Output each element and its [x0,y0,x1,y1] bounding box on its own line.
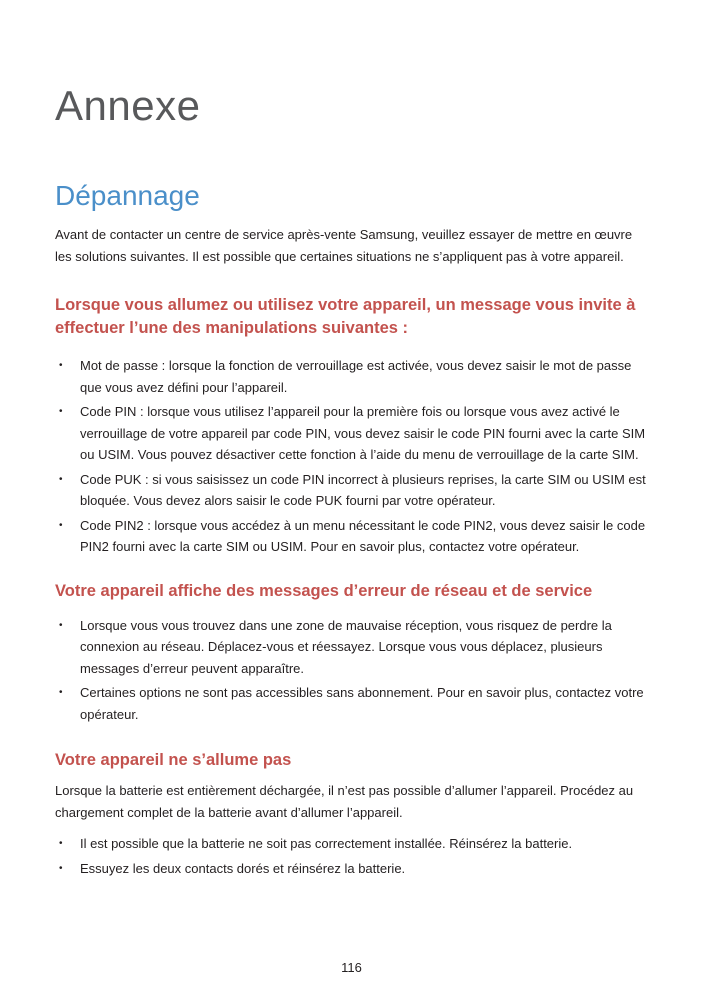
bullet-icon: • [59,519,63,531]
subsection-unlock-prompts [55,294,649,558]
list-item-text: Essuyez les deux contacts dorés et réinsérez la batterie. [80,860,406,876]
chapter-title: Annexe [55,82,201,129]
list-item-text: Mot de passe : lorsque la fonction de verrouillage est activée, vous devez saisir le mot de passe que vous avez défini pour l’appareil. [80,358,632,395]
list-item-text: Lorsque vous vous trouvez dans une zone de mauvaise réception, vous risquez de perdre la connexion au réseau. Déplacez-vous et réessayez. Lorsque vous vous déplacez, plusieurs messages d’erreur peuvent apparaître. [80,617,612,676]
list-item-text: Code PIN2 : lorsque vous accédez à un menu nécessitant le code PIN2, vous devez saisir le code PIN2 fourni avec la carte SIM ou USIM. Pour en savoir plus, contactez votre opérateur. [80,517,646,554]
bullet-icon: • [59,862,63,874]
list-item-text: Code PIN : lorsque vous utilisez l’appareil pour la première fois ou lorsque vous avez activé le verrouillage de votre appareil par code PIN, vous devez saisir le code PIN fourni avec la carte SIM ou USIM. Vous pouvez désactiver cette fonction à l’aide du menu de verrouillage de la carte SIM. [80,404,646,462]
list-item [55,858,649,880]
bullet-icon: • [59,838,63,849]
subsection-title: Lorsque vous allumez ou utilisez votre appareil, un message vous invite à effectuer l’une des manipulations suivantes : [55,296,636,337]
bullet-list [55,833,649,879]
list-item [55,401,649,466]
subsection-no-power [55,749,649,879]
list-item [55,355,649,398]
content-body [55,224,649,882]
list-item-text: Il est possible que la batterie ne soit pas correctement installée. Réinsérez la batterie. [80,836,573,851]
intro-paragraph: Avant de contacter un centre de service après-vente Samsung, veuillez essayer de mettre en œuvre les solutions suivantes. Il est possible que certaines situations ne s’appliquent pas à votre appareil. [55,227,633,264]
subsection-network-errors [55,580,649,726]
bullet-icon: • [59,687,63,698]
bullet-list [55,355,649,558]
bullet-icon: • [59,406,63,417]
list-item [55,515,649,558]
list-item-text: Code PUK : si vous saisissez un code PIN incorrect à plusieurs reprises, la carte SIM ou USIM est bloquée. Vous devez alors saisir le code PUK fourni par votre opérateur. [80,471,646,508]
subsection-paragraph: Lorsque la batterie est entièrement déchargée, il n’est pas possible d’allumer l’appareil. Procédez au chargement complet de la batterie avant d’allumer l’appareil. [55,783,634,820]
bullet-icon: • [59,360,63,371]
page-number: 116 [341,960,362,975]
bullet-icon: • [59,619,63,631]
list-item [55,469,649,512]
section-title: Dépannage [55,180,200,211]
subsection-title: Votre appareil affiche des messages d’erreur de réseau et de service [55,581,593,600]
subsection-title: Votre appareil ne s’allume pas [55,751,292,769]
bullet-icon: • [59,473,63,485]
list-item [55,833,649,855]
list-item [55,615,649,680]
list-item [55,682,649,725]
bullet-list [55,615,649,726]
list-item-text: Certaines options ne sont pas accessibles sans abonnement. Pour en savoir plus, contactez votre opérateur. [80,685,644,722]
